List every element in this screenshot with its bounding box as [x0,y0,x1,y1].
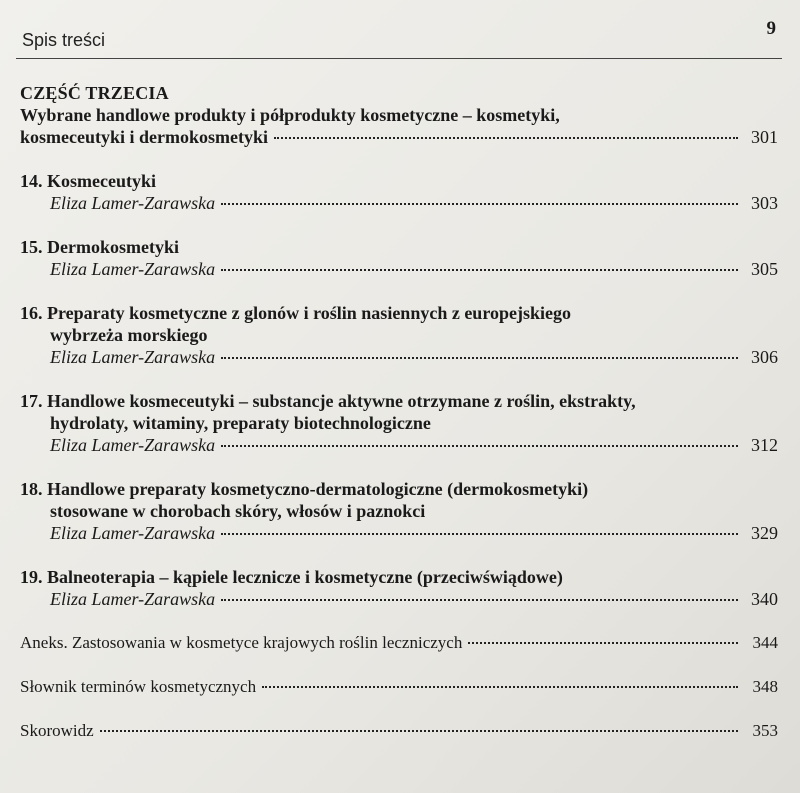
part-title-line2-row [20,126,778,148]
toc-page-number: 344 [752,633,778,652]
part-label: CZĘŚĆ TRZECIA [20,83,169,103]
chapter-author-row [20,588,778,610]
chapter-author-row [20,258,778,280]
chapter-title: 19. Balneoterapia – kąpiele lecznicze i kosmetyczne (przeciwświądowe) [20,567,563,587]
chapter-author-row [20,192,778,214]
toc-chapter-19 [20,566,778,610]
glossary-title: Słownik terminów kosmetycznych [20,677,257,696]
toc-page-number: 303 [751,193,778,213]
running-header-title: Spis treści [22,30,106,50]
chapter-author-row [20,434,778,456]
table-of-contents [20,82,778,764]
toc-annex [20,632,778,654]
chapter-title: 18. Handlowe preparaty kosmetyczno-dermatologiczne (dermokosmetyki) [20,479,589,499]
dot-leader [274,137,738,139]
dot-leader [221,269,738,271]
toc-chapter-16 [20,302,778,368]
chapter-title-continued: wybrzeża morskiego [50,325,208,345]
chapter-author: Eliza Lamer-Zarawska [50,523,216,543]
page-number: 9 [766,18,776,39]
toc-page-number: 329 [751,523,778,543]
part-title-line1: Wybrane handlowe produkty i półprodukty kosmetyczne – kosmetyki, [20,105,560,125]
toc-page-number: 301 [751,127,778,147]
index-title: Skorowidz [20,721,94,740]
dot-leader [221,599,738,601]
chapter-title-continued: stosowane w chorobach skóry, włosów i paznokci [50,501,426,521]
toc-chapter-14 [20,170,778,214]
dot-leader [468,642,738,644]
toc-page-number: 340 [751,589,778,609]
toc-page-number: 353 [752,721,778,740]
dot-leader [221,445,738,447]
index-row [20,720,778,742]
toc-chapter-15 [20,236,778,280]
toc-page-number: 348 [752,677,778,696]
dot-leader [221,203,738,205]
chapter-author: Eliza Lamer-Zarawska [50,259,216,279]
dot-leader [100,730,738,732]
chapter-author-row [20,522,778,544]
chapter-title-continued: hydrolaty, witaminy, preparaty biotechnologiczne [50,413,431,433]
chapter-author: Eliza Lamer-Zarawska [50,435,216,455]
toc-page-number: 305 [751,259,778,279]
toc-page-number: 306 [751,347,778,367]
dot-leader [221,533,738,535]
toc-index [20,720,778,742]
toc-part-three [20,82,778,148]
chapter-author: Eliza Lamer-Zarawska [50,589,216,609]
toc-glossary [20,676,778,698]
dot-leader [221,357,738,359]
toc-page-number: 312 [751,435,778,455]
chapter-title: 17. Handlowe kosmeceutyki – substancje aktywne otrzymane z roślin, ekstrakty, [20,391,636,411]
annex-row [20,632,778,654]
annex-title: Aneks. Zastosowania w kosmetyce krajowych roślin leczniczych [20,633,463,652]
part-title-line2: kosmeceutyki i dermokosmetyki [20,127,268,147]
chapter-author: Eliza Lamer-Zarawska [50,193,216,213]
chapter-title: 15. Dermokosmetyki [20,237,179,257]
dot-leader [262,686,738,688]
toc-chapter-18 [20,478,778,544]
chapter-author-row [20,346,778,368]
glossary-row [20,676,778,698]
toc-chapter-17 [20,390,778,456]
chapter-title: 16. Preparaty kosmetyczne z glonów i roślin nasiennych z europejskiego [20,303,571,323]
chapter-author: Eliza Lamer-Zarawska [50,347,216,367]
chapter-title: 14. Kosmeceutyki [20,171,156,191]
header-rule [16,58,782,59]
